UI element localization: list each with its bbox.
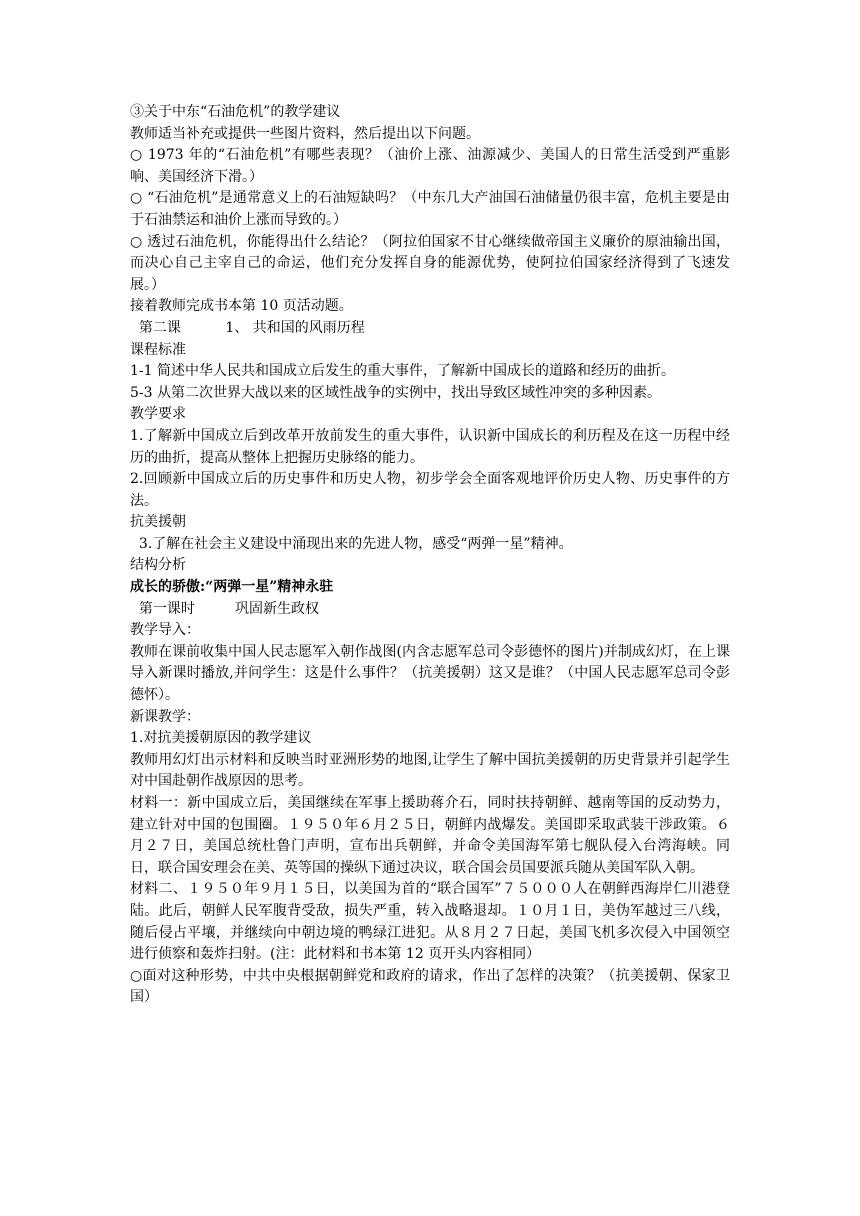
subheading-reasons: 1.对抗美援朝原因的教学建议 [130, 730, 312, 747]
heading-oil-crisis: ③关于中东“石油危机”的教学建议 [130, 104, 341, 120]
section-curriculum-standard: 课程标准 [130, 341, 186, 358]
section-structure-analysis: 结构分析 [130, 557, 186, 574]
section-teaching-introduction: 教学导入： [130, 622, 200, 639]
requirement-3: 3.了解在社会主义建设中涌现出来的先进人物，感受“两弹一星”精神。 [130, 535, 573, 552]
question-oil-crisis-1: ○ 1973 年的“石油危机”有哪些表现？（油价上涨、油源减少、美国人的日常生活受到严重影响、美国经济下滑。） [130, 147, 730, 185]
paragraph-intro: 教师适当补充或提供一些图片资料，然后提出以下问题。 [130, 125, 480, 142]
lesson-title: 第二课 1、 共和国的风雨历程 [130, 319, 365, 336]
requirement-1: 1.了解新中国成立后到改革开放前发生的重大事件，认识新中国成长的利历程及在这一历程中经历的曲折，提高从整体上把握历史脉络的能力。 [130, 427, 730, 466]
material-two: 材料二、１９５０年９月１５日，以美国为首的“联合国军”７５０００人在朝鲜西海岸仁川港登陆。此后，朝鲜人民军腹背受敌，损失严重，转入战略退却。１０月１日，美伪军越过三八线，随后侵占平壤，并继续向中朝边境的鸭绿江进犯。从８月２７日起，美国飞机多次侵入中国领空进行侦察和轰炸扫射。(注：此材料和书本第 12 页开头内容相同） [130, 881, 730, 963]
question-oil-crisis-2: ○ “石油危机”是通常意义上的石油短缺吗？（中东几大产油国石油储量仍很丰富，危机主要是由于石油禁运和油价上涨而导致的。） [130, 190, 730, 228]
paragraph-introduction: 教师在课前收集中国人民志愿军入朝作战图(内含志愿军总司令彭德怀的图片)并制成幻灯，在上课导入新课时播放,并问学生：这是什么事件？（抗美援朝）这又是谁？（中国人民志愿军总司令彭德怀）。 [130, 643, 730, 704]
question-oil-crisis-3: ○ 透过石油危机，你能得出什么结论？（阿拉伯国家不甘心继续做帝国主义廉价的原油输出国，而决心自己主宰自己的命运，他们充分发挥自身的能源优势，使阿拉伯国家经济得到了飞速发展。） [130, 233, 730, 293]
document-page [130, 102, 730, 1009]
requirement-2: 2.回顾新中国成立后的历史事件和历史人物，初步学会全面客观地评价历史人物、历史事件的方法。 [130, 471, 730, 509]
standard-1-1: 1-1 简述中华人民共和国成立后发生的重大事件，了解新中国成长的道路和经历的曲折。 [130, 363, 675, 380]
first-period-title: 第一课时 巩固新生政权 [130, 600, 319, 617]
section-teaching-requirements: 教学要求 [130, 406, 186, 423]
paragraph-activity: 接着教师完成书本第 10 页活动题。 [130, 298, 353, 315]
material-one: 材料一：新中国成立后，美国继续在军事上援助蒋介石，同时扶持朝鲜、越南等国的反动势力，建立针对中国的包围圈。１９５０年６月２５日，朝鲜内战爆发。美国即采取武装干涉政策。６月２７日，美国总统杜鲁门声明，宣布出兵朝鲜，并命令美国海军第七舰队侵入台湾海峡。同日，联合国安理会在美、英等国的操纵下通过决议，联合国会员国要派兵随从美国军队入朝。 [130, 795, 730, 876]
bold-heading-two-bombs-one-satellite: 成长的骄傲:“两弹一星”精神永驻 [130, 579, 334, 596]
standard-5-3: 5-3 从第二次世界大战以来的区域性战争的实例中，找出导致区域性冲突的多种因素。 [130, 384, 661, 401]
question-decision: ○面对这种形势，中共中央根据朝鲜党和政府的请求，作出了怎样的决策？（抗美援朝、保家卫国） [130, 967, 730, 1006]
paragraph-slides: 教师用幻灯出示材料和反映当时亚洲形势的地图,让学生了解中国抗美援朝的历史背景并引起学生对中国赴朝作战原因的思考。 [130, 751, 730, 790]
topic-resist-us-aid-korea: 抗美援朝 [130, 514, 186, 531]
section-new-lesson: 新课教学： [130, 708, 200, 725]
